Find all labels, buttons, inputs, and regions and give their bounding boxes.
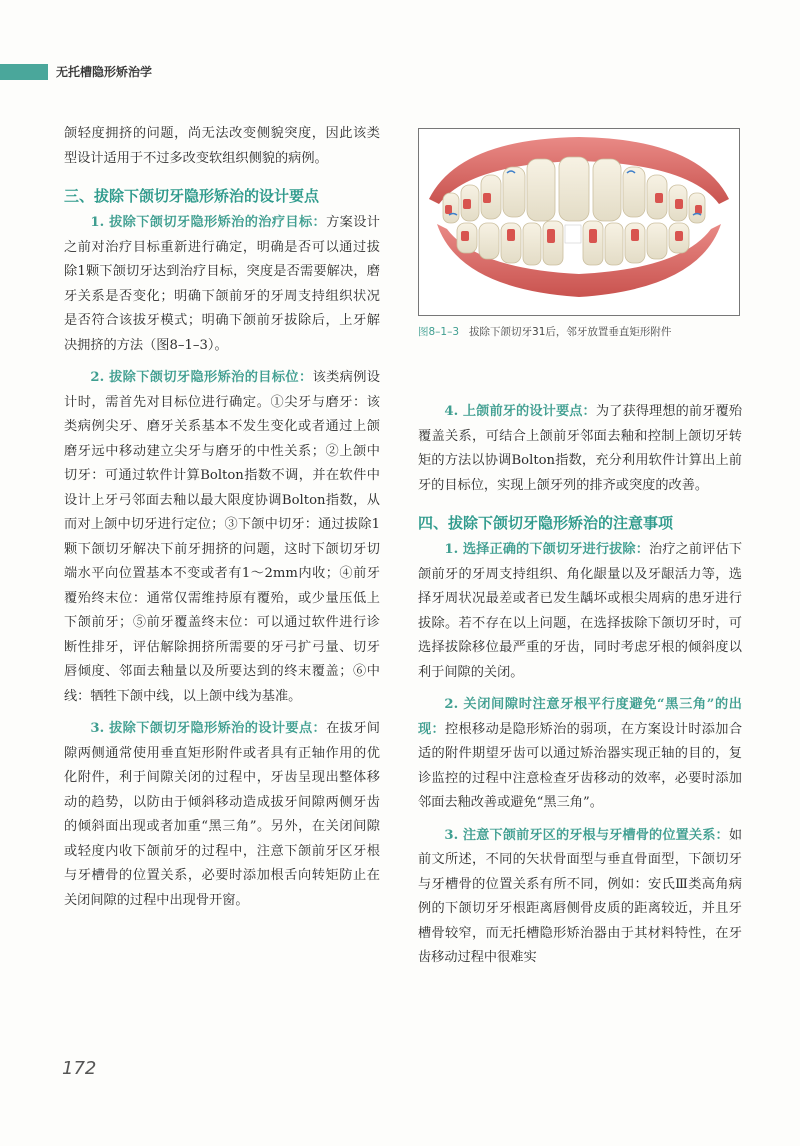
item-text: 治疗之前评估下颌前牙的牙周支持组织、角化龈量以及牙龈活力等，选择牙周状况最差或者已发生龋坏或根尖周病的患牙进行拔除。若不存在以上问题，在选择拔除下颌切牙时，可选择拔除移位最严重的牙齿，同时考虑牙根的倾斜度以利于间隙的关闭。 (418, 542, 743, 680)
figure-caption-text: 拔除下颌切牙31后，邻牙放置垂直矩形附件 (469, 326, 672, 338)
page-number: 172 (62, 1058, 97, 1079)
item-target-position (64, 366, 380, 709)
item-lead: 2. 关闭间隙时注意牙根平行度避免“黑三角”的出现： (418, 697, 742, 737)
item-text: 在拔牙间隙两侧通常使用垂直矩形附件或者具有正轴作用的优化附件，利于间隙关闭的过程中，牙齿呈现出整体移动的趋势，以防由于倾斜移动造成拔牙间隙两侧牙齿的倾斜面出现或者加重“黑三角”。另外，在关闭间隙或轻度内收下颌前牙的过程中，注意下颌前牙区牙根与牙槽骨的位置关系，必要时添加根舌向转矩防止在关闭间隙的过程中出现骨开窗。 (64, 721, 380, 908)
figure-caption (418, 324, 748, 339)
item-text: 控根移动是隐形矫治的弱项，在方案设计时添加合适的附件期望牙齿可以通过矫治器实现正轴的目的，复诊监控的过程中注意检查牙齿移动的效率，必要时添加邻面去釉改善或避免“黑三角”。 (418, 721, 743, 810)
item-text: 该类病例设计时，需首先对目标位进行确定。①尖牙与磨牙：该类病例尖牙、磨牙关系基本不发生变化或者通过上颌磨牙远中移动建立尖牙与磨牙的中性关系；②上颌中切牙：可通过软件计算Bolton指数不调，并在软件中设计上牙弓邻面去釉以最大限度协调Bolton指数，从而对上颌中切牙进行定位；③下颌中切牙：通过拔除1颗下颌切牙解决下前牙拥挤的问题，这时下颌切牙切端水平向位置基本不变或者有1～2mm内收；④前牙覆殆终末位：通常仅需维持原有覆殆，或少量压低上下颌前牙；⑤前牙覆盖终末位：可以通过软件进行诊断性排牙，评估解除拥挤所需要的牙弓扩弓量、切牙唇倾度、邻面去釉量以及所要达到的终末覆盖；⑥中线：牺牲下颌中线，以上颌中线为基准。 (64, 370, 380, 704)
item-lead: 1. 拔除下颌切牙隐形矫治的治疗目标： (90, 215, 327, 230)
header-accent-bar (0, 64, 48, 80)
right-column (418, 400, 742, 979)
item-text: 如前文所述，不同的矢状骨面型与垂直骨面型，下颌切牙与牙槽骨的位置关系有所不同，例如：安氏Ⅲ类高角病例的下颌切牙牙根距离唇侧骨皮质的距离较近，并且牙槽骨较窄，而无托槽隐形矫治器由于其材料特性，在牙齿移动过程中很难实 (418, 827, 742, 965)
figure-number: 图8–1–3 (418, 326, 460, 338)
item-root-parallel (418, 693, 742, 816)
item-lead: 3. 注意下颌前牙区的牙根与牙槽骨的位置关系： (444, 827, 729, 843)
item-text: 为了获得理想的前牙覆殆覆盖关系，可结合上颌前牙邻面去釉和控制上颌切牙转矩的方法以协调Bolton指数，充分利用软件计算出上前牙的目标位，实现上颌牙列的排齐或突度的改善。 (418, 404, 743, 493)
item-design-points (64, 717, 380, 913)
item-lead: 4. 上颌前牙的设计要点： (444, 404, 596, 419)
section-heading-3: 三、拔除下颌切牙隐形矫治的设计要点 (64, 187, 320, 205)
item-upper-anterior (418, 400, 742, 498)
dental-arch-illustration (419, 129, 739, 315)
dental-model-figure (418, 128, 740, 316)
item-lead: 2. 拔除下颌切牙隐形矫治的目标位： (90, 370, 313, 385)
section-heading-4: 四、拔除下颌切牙隐形矫治的注意事项 (418, 514, 674, 532)
item-treatment-goal (64, 211, 380, 358)
running-header-title: 无托槽隐形矫治学 (56, 65, 153, 79)
paragraph-continued: 颌轻度拥挤的问题，尚无法改变侧貌突度，因此该类型设计适用于不过多改变软组织侧貌的病例。 (64, 126, 380, 166)
item-text: 方案设计之前对治疗目标重新进行确定，明确是否可以通过拔除1颗下颌切牙达到治疗目标，突度是否需要解决，磨牙关系是否变化；明确下颌前牙的牙周支持组织状况是否符合该拔牙模式；明确下颌前牙拔除后，上牙解决拥挤的方法（图8–1–3）。 (64, 215, 380, 353)
item-lead: 1. 选择正确的下颌切牙进行拔除： (444, 542, 650, 557)
item-root-bone (418, 824, 742, 971)
left-column (64, 122, 380, 921)
item-lead: 3. 拔除下颌切牙隐形矫治的设计要点： (90, 721, 327, 736)
item-choose-tooth (418, 538, 742, 685)
